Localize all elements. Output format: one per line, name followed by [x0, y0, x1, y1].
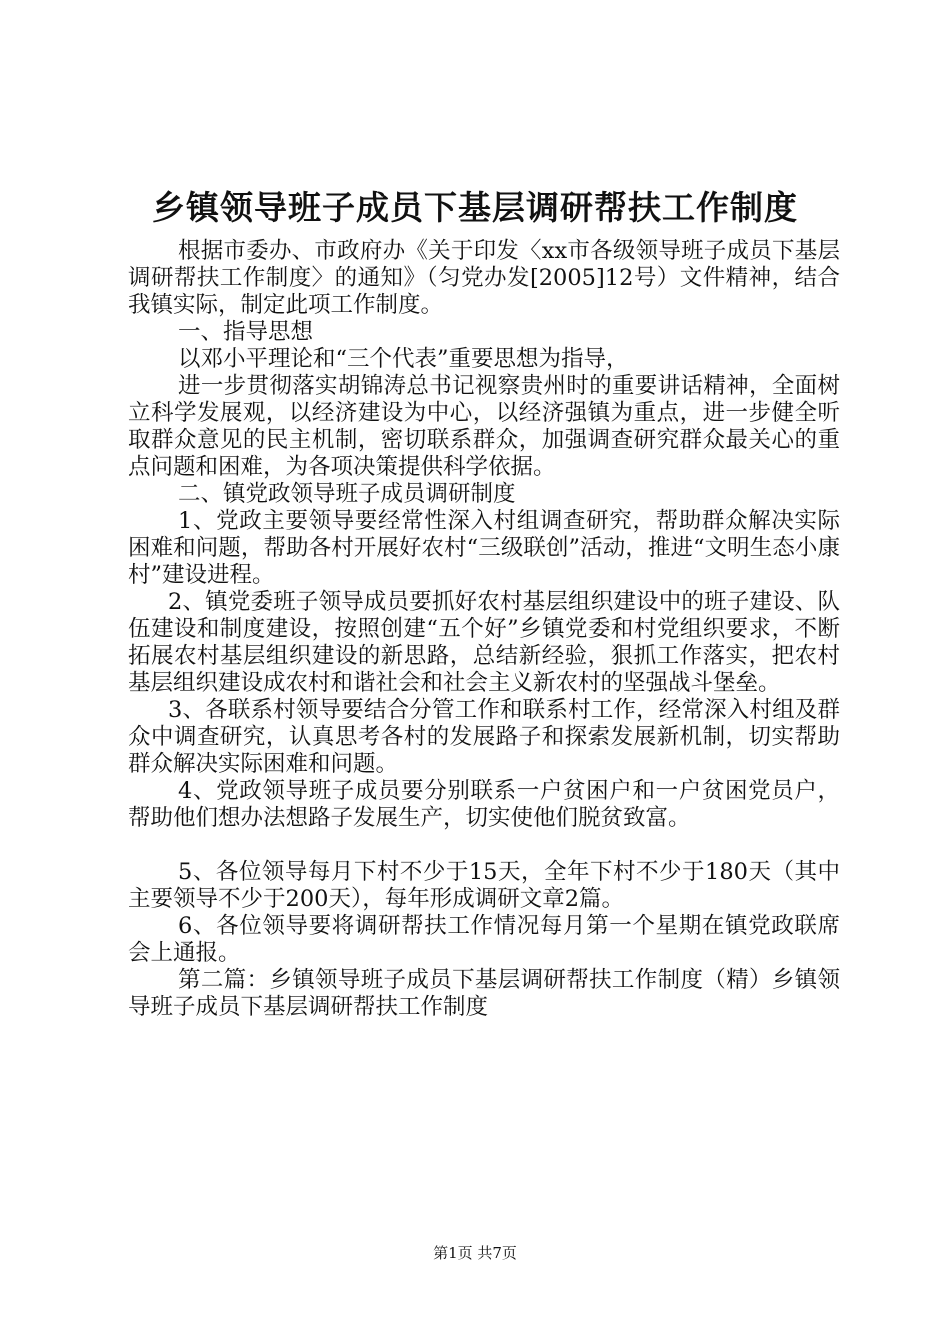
- heading-guiding-ideology: 一、指导思想: [178, 319, 314, 345]
- paragraph-intro: 根据市委办、市政府办《关于印发〈xx市各级领导班子成员下基层调研帮扶工作制度〉的通知》（匀党办发[2005]12号）文件精神，结合我镇实际，制定此项工作制度。: [128, 238, 840, 318]
- paragraph-item-6: 6、各位领导要将调研帮扶工作情况每月第一个星期在镇党政联席会上通报。: [128, 913, 840, 966]
- paragraph-item-3: 3、各联系村领导要结合分管工作和联系村工作，经常深入村组及群众中调查研究，认真思考各村的发展路子和探索发展新机制，切实帮助群众解决实际困难和问题。: [128, 697, 840, 777]
- page-footer: 第1页 共7页: [433, 1244, 517, 1262]
- paragraph-item-4: 4、党政领导班子成员要分别联系一户贫困户和一户贫困党员户，帮助他们想办法想路子发展生产，切实使他们脱贫致富。: [128, 778, 840, 831]
- document-body: [128, 238, 840, 1021]
- paragraph-second-part: 第二篇：乡镇领导班子成员下基层调研帮扶工作制度（精）乡镇领导班子成员下基层调研帮扶工作制度: [128, 967, 840, 1020]
- document-title: 乡镇领导班子成员下基层调研帮扶工作制度: [152, 188, 798, 227]
- paragraph-further-implement: 进一步贯彻落实胡锦涛总书记视察贵州时的重要讲话精神，全面树立科学发展观，以经济建设为中心，以经济强镇为重点，进一步健全听取群众意见的民主机制，密切联系群众，加强调查研究群众最关心的重点问题和困难，为各项决策提供科学依据。: [128, 373, 840, 480]
- paragraph-item-5: 5、各位领导每月下村不少于15天，全年下村不少于180天（其中主要领导不少于200天），每年形成调研文章2篇。: [128, 859, 840, 912]
- blank-line: [128, 832, 840, 859]
- paragraph-item-2: 2、镇党委班子领导成员要抓好农村基层组织建设中的班子建设、队伍建设和制度建设，按照创建“五个好”乡镇党委和村党组织要求，不断拓展农村基层组织建设的新思路，总结新经验，狠抓工作落实，把农村基层组织建设成农村和谐社会和社会主义新农村的坚强战斗堡垒。: [128, 589, 840, 696]
- paragraph-guidance: 以邓小平理论和“三个代表”重要思想为指导，: [178, 346, 629, 372]
- heading-research-system: 二、镇党政领导班子成员调研制度: [178, 481, 516, 507]
- paragraph-item-1: 1、党政主要领导要经常性深入村组调查研究，帮助群众解决实际困难和问题，帮助各村开展好农村“三级联创”活动，推进“文明生态小康村”建设进程。: [128, 508, 840, 588]
